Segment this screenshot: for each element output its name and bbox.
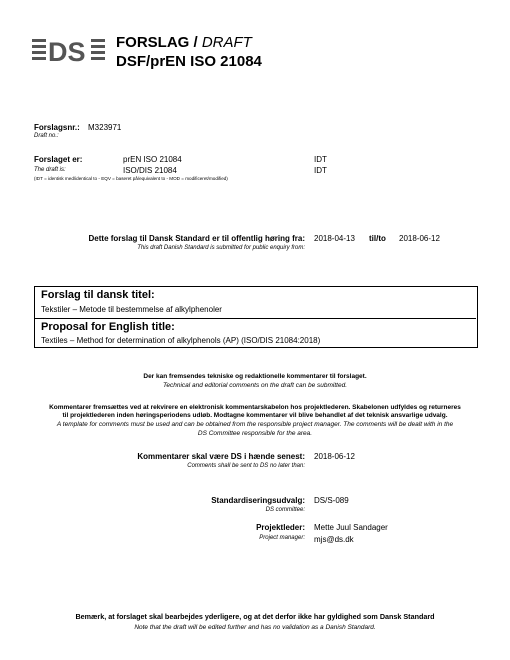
standard-number: DSF/prEN ISO 21084 xyxy=(116,53,262,70)
draft-title xyxy=(116,34,252,51)
proposal-is-value: prEN ISO 21084 xyxy=(123,155,182,164)
comments-info-da: Der kan fremsendes tekniske og redaktionelle kommentarer til forslaget. xyxy=(143,373,367,380)
committee-sublabel: DS committee: xyxy=(265,507,305,513)
proposal-no-label: Forslagsnr.: xyxy=(34,123,80,132)
template-info-da-1: Kommentarer fremsættes ved at rekvirere en elektronisk kommentarskabelon hos projektlederen. Skabelonen udfyldes og returneres xyxy=(49,404,461,411)
proposal-no-sublabel: Draft no.: xyxy=(34,133,59,139)
proposal-is-label: Forslaget er: xyxy=(34,155,83,164)
committee-value: DS/S-089 xyxy=(314,496,349,505)
ds-logo-graphic xyxy=(32,34,108,66)
proposal-is-code: IDT xyxy=(314,155,327,164)
proposal-no-value: M323971 xyxy=(88,123,122,132)
hearing-to-label: til/to xyxy=(369,234,386,243)
footer-note-en: Note that the draft will be edited further and has no validation as a Danish Standard. xyxy=(134,624,376,631)
hearing-from-date: 2018-04-13 xyxy=(314,234,355,243)
project-leader-email: mjs@ds.dk xyxy=(314,535,354,544)
titles-divider xyxy=(34,318,476,319)
hearing-to-date: 2018-06-12 xyxy=(399,234,440,243)
danish-title: Tekstiler – Metode til bestemmelse af alkylphenoler xyxy=(41,305,222,314)
template-info-en-2: DS Committee responsible for the area. xyxy=(197,430,313,437)
danish-title-heading: Forslag til dansk titel: xyxy=(41,289,155,301)
title-prefix: FORSLAG / xyxy=(116,34,202,51)
comments-info-en: Technical and editorial comments on the draft can be submitted. xyxy=(162,382,348,389)
english-title-heading: Proposal for English title: xyxy=(41,321,175,333)
equivalence-legend: (IDT = identisk med/identical to - EQV = baseret på/equivalent to - MOD = modificeret/modified) xyxy=(34,176,228,181)
draft-is-value: ISO/DIS 21084 xyxy=(123,166,177,175)
footer-note-da: Bemærk, at forslaget skal bearbejdes yderligere, og at det derfor ikke har gyldighed som Dansk Standard xyxy=(75,612,435,621)
project-leader-name: Mette Juul Sandager xyxy=(314,523,388,532)
committee-label: Standardiseringsudvalg: xyxy=(211,496,305,505)
logo-text: DS xyxy=(48,37,86,66)
project-leader-label: Projektleder: xyxy=(256,523,305,532)
hearing-sublabel: This draft Danish Standard is submitted for public enquiry from: xyxy=(137,245,305,251)
draft-is-sublabel: The draft is: xyxy=(34,167,66,173)
draft-is-code: IDT xyxy=(314,166,327,175)
title-draft-word: DRAFT xyxy=(201,34,252,51)
template-info-en-1: A template for comments must be used and can be obtained from the responsible project manager. The comments will be dealt with in the xyxy=(56,421,454,428)
project-leader-sublabel: Project manager: xyxy=(259,535,305,541)
deadline-sublabel: Comments shall be sent to DS no later than: xyxy=(187,463,305,469)
deadline-label: Kommentarer skal være DS i hænde senest: xyxy=(137,452,305,461)
english-title: Textiles – Method for determination of alkylphenols (AP) (ISO/DIS 21084:2018) xyxy=(41,336,321,345)
ds-logo xyxy=(32,34,108,66)
deadline-value: 2018-06-12 xyxy=(314,452,355,461)
hearing-label: Dette forslag til Dansk Standard er til offentlig høring fra: xyxy=(88,234,305,243)
template-info-da-2: til projektlederen inden høringsperiodens udløb. Modtagne kommentarer vil blive behandlet af det teknisk ansvarlige udvalg. xyxy=(62,412,448,419)
